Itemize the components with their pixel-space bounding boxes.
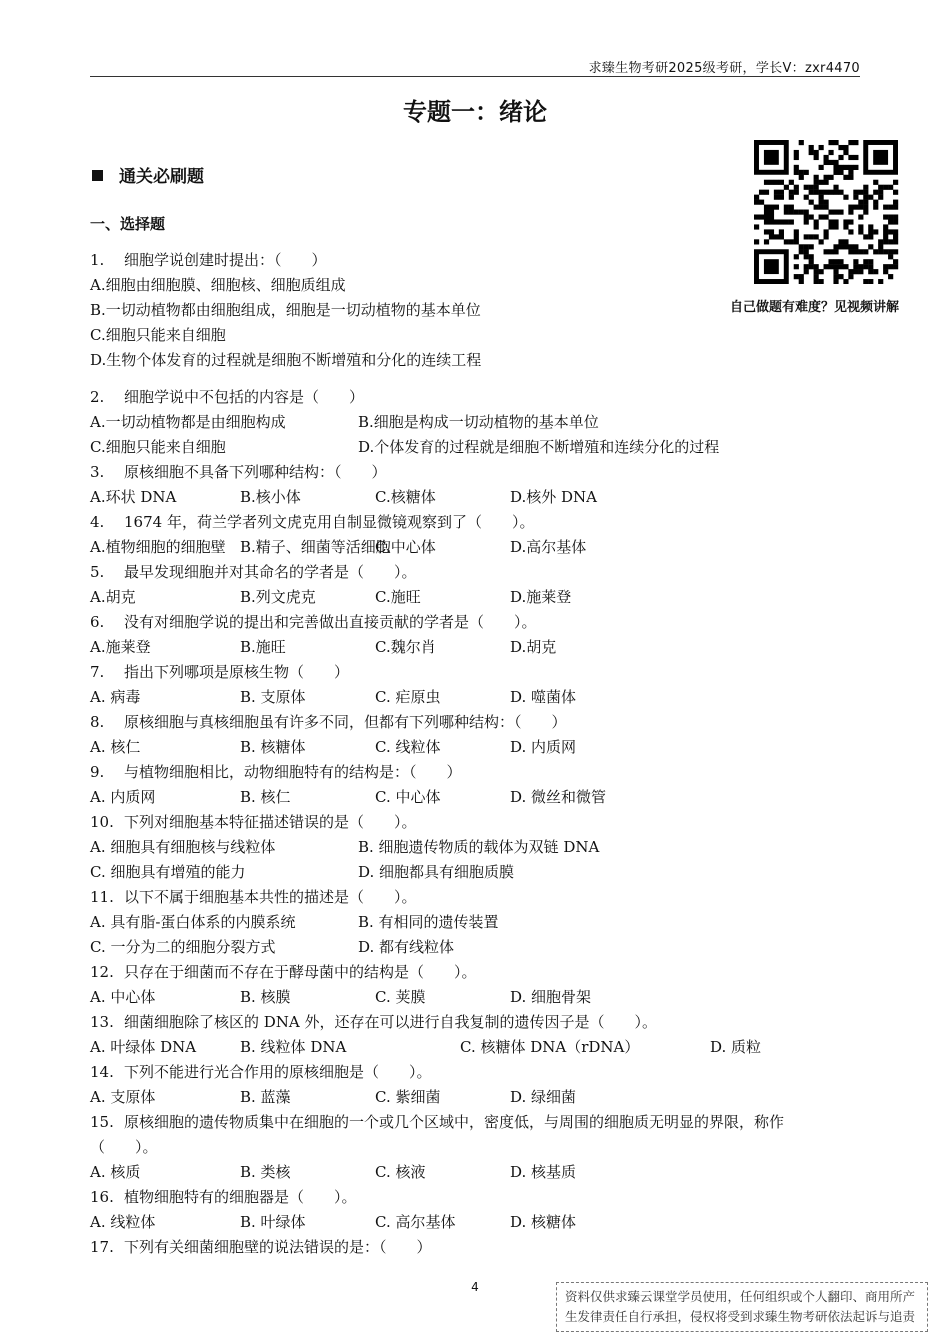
question-number: 6.	[90, 613, 105, 631]
option-c: C. 高尔基体	[375, 1213, 456, 1231]
option-row	[90, 348, 870, 373]
option-row	[90, 585, 870, 610]
question-stem	[90, 1060, 870, 1085]
option-b: B.列文虎克	[240, 588, 316, 606]
option-a: A. 支原体	[90, 1088, 156, 1106]
section-heading-text: 通关必刷题	[119, 167, 204, 187]
option-row	[90, 1035, 870, 1060]
option-d: D.高尔基体	[510, 538, 587, 556]
option-b: B. 核仁	[240, 788, 291, 806]
question-text: 只存在于细菌而不存在于酵母菌中的结构是（ ）。	[124, 963, 477, 981]
square-bullet-icon	[92, 170, 103, 181]
question-number: 14.	[90, 1063, 114, 1081]
question-number: 4.	[90, 513, 105, 531]
question-text: 1674 年，荷兰学者列文虎克用自制显微镜观察到了（ ）。	[124, 513, 535, 531]
header-divider	[90, 76, 860, 77]
question-text: 以下不属于细胞基本共性的描述是（ ）。	[124, 888, 417, 906]
option-a: A.植物细胞的细胞壁	[90, 538, 226, 556]
option-row	[90, 835, 870, 860]
option-c: C. 疟原虫	[375, 688, 441, 706]
option-c: C. 荚膜	[375, 988, 426, 1006]
option-row	[90, 485, 870, 510]
option-b: B.核小体	[240, 488, 301, 506]
option-a: D.生物个体发育的过程就是细胞不断增殖和分化的连续工程	[90, 351, 482, 369]
question-stem	[90, 885, 870, 910]
option-row	[90, 1085, 870, 1110]
question-stem	[90, 1010, 870, 1035]
question-number: 17.	[90, 1238, 114, 1256]
option-b: B. 有相同的遗传装置	[358, 913, 499, 931]
option-b: B. 核膜	[240, 988, 291, 1006]
question-number: 3.	[90, 463, 105, 481]
option-b: B. 类核	[240, 1163, 291, 1181]
option-b: D. 细胞都具有细胞质膜	[358, 863, 515, 881]
section-heading	[92, 162, 204, 187]
question-text: 下列不能进行光合作用的原核细胞是（ ）。	[124, 1063, 432, 1081]
option-d: D. 微丝和微管	[510, 788, 607, 806]
question-stem	[90, 760, 870, 785]
question-stem	[90, 1235, 870, 1260]
option-a: A. 线粒体	[90, 1213, 156, 1231]
copyright-notice	[556, 1282, 928, 1332]
qr-caption: 自己做题有难度？见视频讲解	[730, 300, 900, 315]
notice-line: 资料仅供求臻云课堂学员使用，任何组织或个人翻印、商用所产	[565, 1289, 916, 1304]
question-text: 没有对细胞学说的提出和完善做出直接贡献的学者是（ ）。	[124, 613, 537, 631]
question-text: 与植物细胞相比，动物细胞特有的结构是：（ ）	[124, 763, 462, 781]
option-a: A. 中心体	[90, 988, 156, 1006]
question-number: 13.	[90, 1013, 114, 1031]
question-text: 下列有关细菌细胞壁的说法错误的是：（ ）	[124, 1238, 432, 1256]
option-c: C. 核糖体 DNA（rDNA）	[460, 1038, 640, 1056]
option-d: D.核外 DNA	[510, 488, 598, 506]
option-b: B.细胞是构成一切动植物的基本单位	[358, 413, 599, 431]
option-row	[90, 985, 870, 1010]
option-row	[90, 298, 870, 323]
option-row	[90, 535, 870, 560]
question-text: 下列对细胞基本特征描述错误的是（ ）。	[124, 813, 417, 831]
option-b: D.个体发育的过程就是细胞不断增殖和连续分化的过程	[358, 438, 720, 456]
page-title: 专题一：绪论	[403, 98, 547, 126]
option-a: A. 细胞具有细胞核与线粒体	[90, 838, 276, 856]
option-a: A.一切动植物都是由细胞构成	[90, 413, 286, 431]
option-row	[90, 860, 870, 885]
option-a: A.环状 DNA	[90, 488, 177, 506]
question-number: 12.	[90, 963, 114, 981]
option-b: B. 叶绿体	[240, 1213, 306, 1231]
option-row	[90, 685, 870, 710]
option-a: A. 叶绿体 DNA	[90, 1038, 197, 1056]
question-text: 指出下列哪项是原核生物（ ）	[124, 663, 350, 681]
option-row	[90, 635, 870, 660]
option-c: C.中心体	[375, 538, 436, 556]
option-row	[90, 410, 870, 435]
question-number: 10.	[90, 813, 114, 831]
option-d: D. 核糖体	[510, 1213, 577, 1231]
option-c: C. 线粒体	[375, 738, 441, 756]
header-text: 求臻生物考研2025级考研，学长V：zxr4470	[588, 61, 860, 76]
question-number: 16.	[90, 1188, 114, 1206]
question-stem	[90, 610, 870, 635]
option-d: D. 核基质	[510, 1163, 577, 1181]
question-stem	[90, 810, 870, 835]
option-d: D. 绿细菌	[510, 1088, 577, 1106]
option-c: C. 紫细菌	[375, 1088, 441, 1106]
option-d: D.施莱登	[510, 588, 572, 606]
option-a: A. 病毒	[90, 688, 141, 706]
spacer	[90, 373, 870, 385]
question-number: 5.	[90, 563, 105, 581]
notice-line: 生发律责任自行承担，侵权将受到求臻生物考研依法起诉与追责	[565, 1309, 916, 1324]
question-list	[90, 248, 870, 1260]
option-a: A.胡克	[90, 588, 136, 606]
option-b: B. 蓝藻	[240, 1088, 291, 1106]
option-b: D. 都有线粒体	[358, 938, 455, 956]
option-a: C. 一分为二的细胞分裂方式	[90, 938, 276, 956]
option-c: C.魏尔肖	[375, 638, 436, 656]
option-row	[90, 323, 870, 348]
question-text: 原核细胞的遗传物质集中在细胞的一个或几个区域中，密度低，与周围的细胞质无明显的界限，称作	[124, 1113, 785, 1131]
option-b: B. 支原体	[240, 688, 306, 706]
option-d: D. 质粒	[710, 1038, 762, 1056]
option-b: B.施旺	[240, 638, 286, 656]
question-number: 7.	[90, 663, 105, 681]
option-a: C.细胞只能来自细胞	[90, 438, 226, 456]
option-a: A. 核质	[90, 1163, 141, 1181]
question-stem	[90, 960, 870, 985]
option-d: D. 内质网	[510, 738, 577, 756]
option-row	[90, 1210, 870, 1235]
option-row	[90, 935, 870, 960]
option-row	[90, 785, 870, 810]
question-number: 11.	[90, 888, 114, 906]
question-stem	[90, 248, 870, 273]
option-b: B. 线粒体 DNA	[240, 1038, 347, 1056]
option-row	[90, 910, 870, 935]
option-row	[90, 435, 870, 460]
question-stem	[90, 660, 870, 685]
option-row	[90, 735, 870, 760]
page-number: 4	[471, 1280, 479, 1294]
question-stem	[90, 710, 870, 735]
option-c: C.核糖体	[375, 488, 436, 506]
question-stem	[90, 560, 870, 585]
question-stem	[90, 1110, 870, 1135]
question-number: 9.	[90, 763, 105, 781]
option-a: A. 核仁	[90, 738, 141, 756]
question-text: 细菌细胞除了核区的 DNA 外，还存在可以进行自我复制的遗传因子是（ ）。	[124, 1013, 658, 1031]
question-stem	[90, 510, 870, 535]
subsection-heading: 一、选择题	[90, 215, 166, 233]
option-a: A.施莱登	[90, 638, 151, 656]
option-d: D. 细胞骨架	[510, 988, 592, 1006]
question-text: 原核细胞不具备下列哪种结构：（ ）	[124, 463, 387, 481]
option-c: C. 核液	[375, 1163, 426, 1181]
question-text: 原核细胞与真核细胞虽有许多不同，但都有下列哪种结构：（ ）	[124, 713, 567, 731]
option-b: B. 细胞遗传物质的载体为双链 DNA	[358, 838, 600, 856]
option-a: A.细胞由细胞膜、细胞核、细胞质组成	[90, 276, 346, 294]
question-text: 植物细胞特有的细胞器是（ ）。	[124, 1188, 357, 1206]
option-b: B. 核糖体	[240, 738, 306, 756]
question-number: 1.	[90, 251, 105, 269]
question-number: 2.	[90, 388, 105, 406]
option-c: C.施旺	[375, 588, 421, 606]
option-row	[90, 273, 870, 298]
option-d: D.胡克	[510, 638, 557, 656]
option-a: B.一切动植物都由细胞组成，细胞是一切动植物的基本单位	[90, 301, 481, 319]
option-a: C. 细胞具有增殖的能力	[90, 863, 246, 881]
option-d: D. 噬菌体	[510, 688, 577, 706]
question-text: 细胞学说中不包括的内容是（ ）	[124, 388, 365, 406]
option-a: A. 具有脂-蛋白体系的内膜系统	[90, 913, 296, 931]
question-text: 最早发现细胞并对其命名的学者是（ ）。	[124, 563, 417, 581]
question-number: 15.	[90, 1113, 114, 1131]
question-stem	[90, 460, 870, 485]
question-stem	[90, 385, 870, 410]
question-text: 细胞学说创建时提出：（ ）	[124, 251, 327, 269]
question-number: 8.	[90, 713, 105, 731]
option-c: C. 中心体	[375, 788, 441, 806]
question-stem	[90, 1185, 870, 1210]
question-text-continued: （ ）。	[90, 1138, 158, 1156]
option-a: A. 内质网	[90, 788, 156, 806]
option-a: C.细胞只能来自细胞	[90, 326, 226, 344]
option-row	[90, 1160, 870, 1185]
option-b: B.精子、细菌等活细胞	[240, 538, 391, 556]
